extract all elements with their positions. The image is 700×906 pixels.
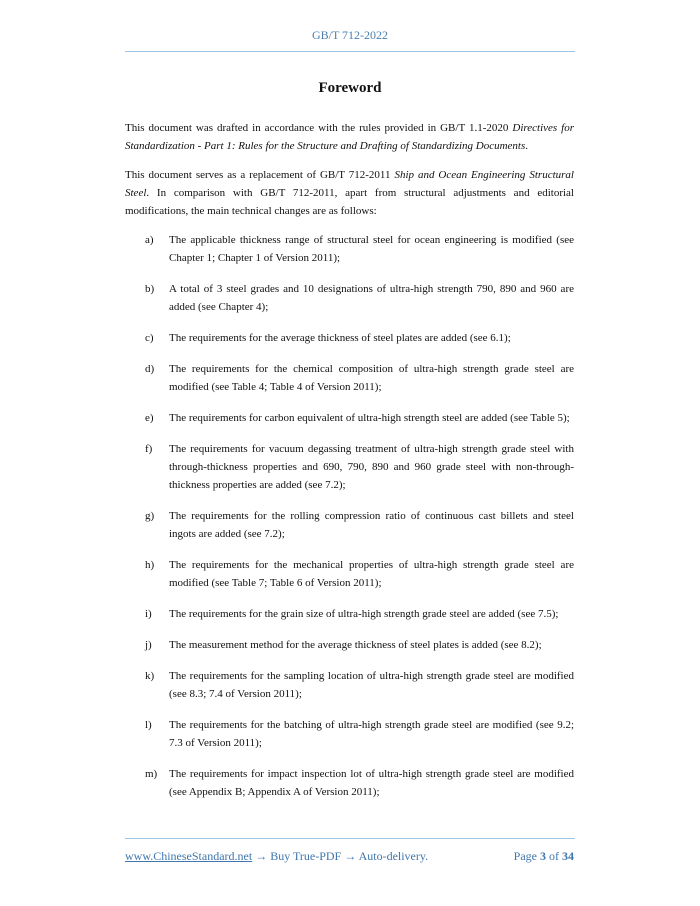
- list-marker: j): [145, 639, 152, 651]
- list-item: [125, 280, 574, 316]
- replacement-paragraph: [125, 166, 574, 220]
- list-marker: h): [145, 559, 155, 571]
- list-item-text: The requirements for carbon equivalent of ultra-high strength steel are added (see Table 5);: [169, 412, 570, 424]
- replacement-text: This document serves as a replacement of GB/T 712-2011: [125, 169, 395, 181]
- list-marker: l): [145, 719, 152, 731]
- list-item: [125, 605, 574, 623]
- website-link[interactable]: www.ChineseStandard.net: [125, 849, 253, 863]
- list-item-text: The requirements for the average thickness of steel plates are added (see 6.1);: [169, 332, 511, 344]
- list-item: [125, 440, 574, 494]
- replacement-text-end: . In comparison with GB/T 712-2011, apart from structural adjustments and editorial modifications, the main technical changes are as follows:: [125, 187, 574, 217]
- list-item-text: The requirements for impact inspection lot of ultra-high strength grade steel are modified (see Appendix B; Appendix A of Version 2011);: [169, 768, 574, 798]
- list-item-text: The requirements for the batching of ultra-high strength grade steel are modified (see 9.2; 7.3 of Version 2011);: [169, 719, 574, 749]
- list-item-text: The measurement method for the average thickness of steel plates is added (see 8.2);: [169, 639, 542, 651]
- page-label: Page: [513, 849, 540, 863]
- list-item-text: The requirements for vacuum degassing treatment of ultra-high strength grade steel with through-thickness properties and 690, 790, 890 and 960 grade steel with non-through-thickness properties are added (see 7.2);: [169, 443, 574, 491]
- intro-paragraph: [125, 119, 574, 155]
- list-marker: c): [145, 332, 154, 344]
- intro-directive-title: Directives for Standardization - Part 1: Rules for the Structure and Drafting of Standardizing Documents: [125, 122, 574, 152]
- page-header: [0, 28, 700, 43]
- footer-promo-text: → Buy True-PDF → Auto-delivery.: [252, 849, 429, 863]
- list-item: [125, 636, 574, 654]
- page-title: Foreword: [318, 80, 382, 96]
- list-marker: m): [145, 768, 158, 780]
- list-item: [125, 329, 574, 347]
- list-item: [125, 556, 574, 592]
- page-total: 34: [562, 849, 574, 863]
- list-item: [125, 409, 574, 427]
- list-marker: e): [145, 412, 154, 424]
- page-number: [514, 849, 574, 864]
- list-marker: i): [145, 608, 152, 620]
- header-divider: [125, 51, 575, 52]
- list-item: [125, 765, 574, 801]
- intro-text: This document was drafted in accordance with the rules provided in GB/T 1.1-2020: [125, 122, 513, 134]
- list-item-text: The requirements for the rolling compression ratio of continuous cast billets and steel ingots are added (see 7.2);: [169, 510, 574, 540]
- list-item-text: The requirements for the mechanical properties of ultra-high strength grade steel are modified (see Table 7; Table 6 of Version 2011);: [169, 559, 574, 589]
- list-marker: a): [145, 234, 154, 246]
- list-item: [125, 360, 574, 396]
- list-item-text: The requirements for the chemical composition of ultra-high strength grade steel are modified (see Table 4; Table 4 of Version 2011);: [169, 363, 574, 393]
- list-item-text: The requirements for the sampling location of ultra-high strength grade steel are modified (see 8.3; 7.4 of Version 2011);: [169, 670, 574, 700]
- footer-divider: [125, 838, 575, 839]
- list-item: [125, 231, 574, 267]
- list-item: [125, 507, 574, 543]
- list-item-text: The applicable thickness range of structural steel for ocean engineering is modified (see Chapter 1; Chapter 1 of Version 2011);: [169, 234, 574, 264]
- replaced-standard-title: Ship and Ocean Engineering Structural Steel: [125, 169, 574, 199]
- intro-text-end: .: [525, 140, 529, 152]
- list-item: [125, 667, 574, 703]
- changes-list: [125, 231, 574, 801]
- list-item-text: A total of 3 steel grades and 10 designations of ultra-high strength 790, 890 and 960 are added (see Chapter 4);: [169, 283, 574, 313]
- document-body: [125, 119, 574, 814]
- list-item: [125, 716, 574, 752]
- page-current: 3: [540, 849, 546, 863]
- list-item-text: The requirements for the grain size of ultra-high strength grade steel are added (see 7.5);: [169, 608, 559, 620]
- list-marker: d): [145, 363, 155, 375]
- list-marker: b): [145, 283, 155, 295]
- header-doc-id: GB/T 712-2022: [311, 28, 389, 42]
- list-marker: k): [145, 670, 155, 682]
- footer-promo: [125, 849, 428, 864]
- page-of-label: of: [546, 849, 562, 863]
- list-marker: g): [145, 510, 155, 522]
- list-marker: f): [145, 443, 153, 455]
